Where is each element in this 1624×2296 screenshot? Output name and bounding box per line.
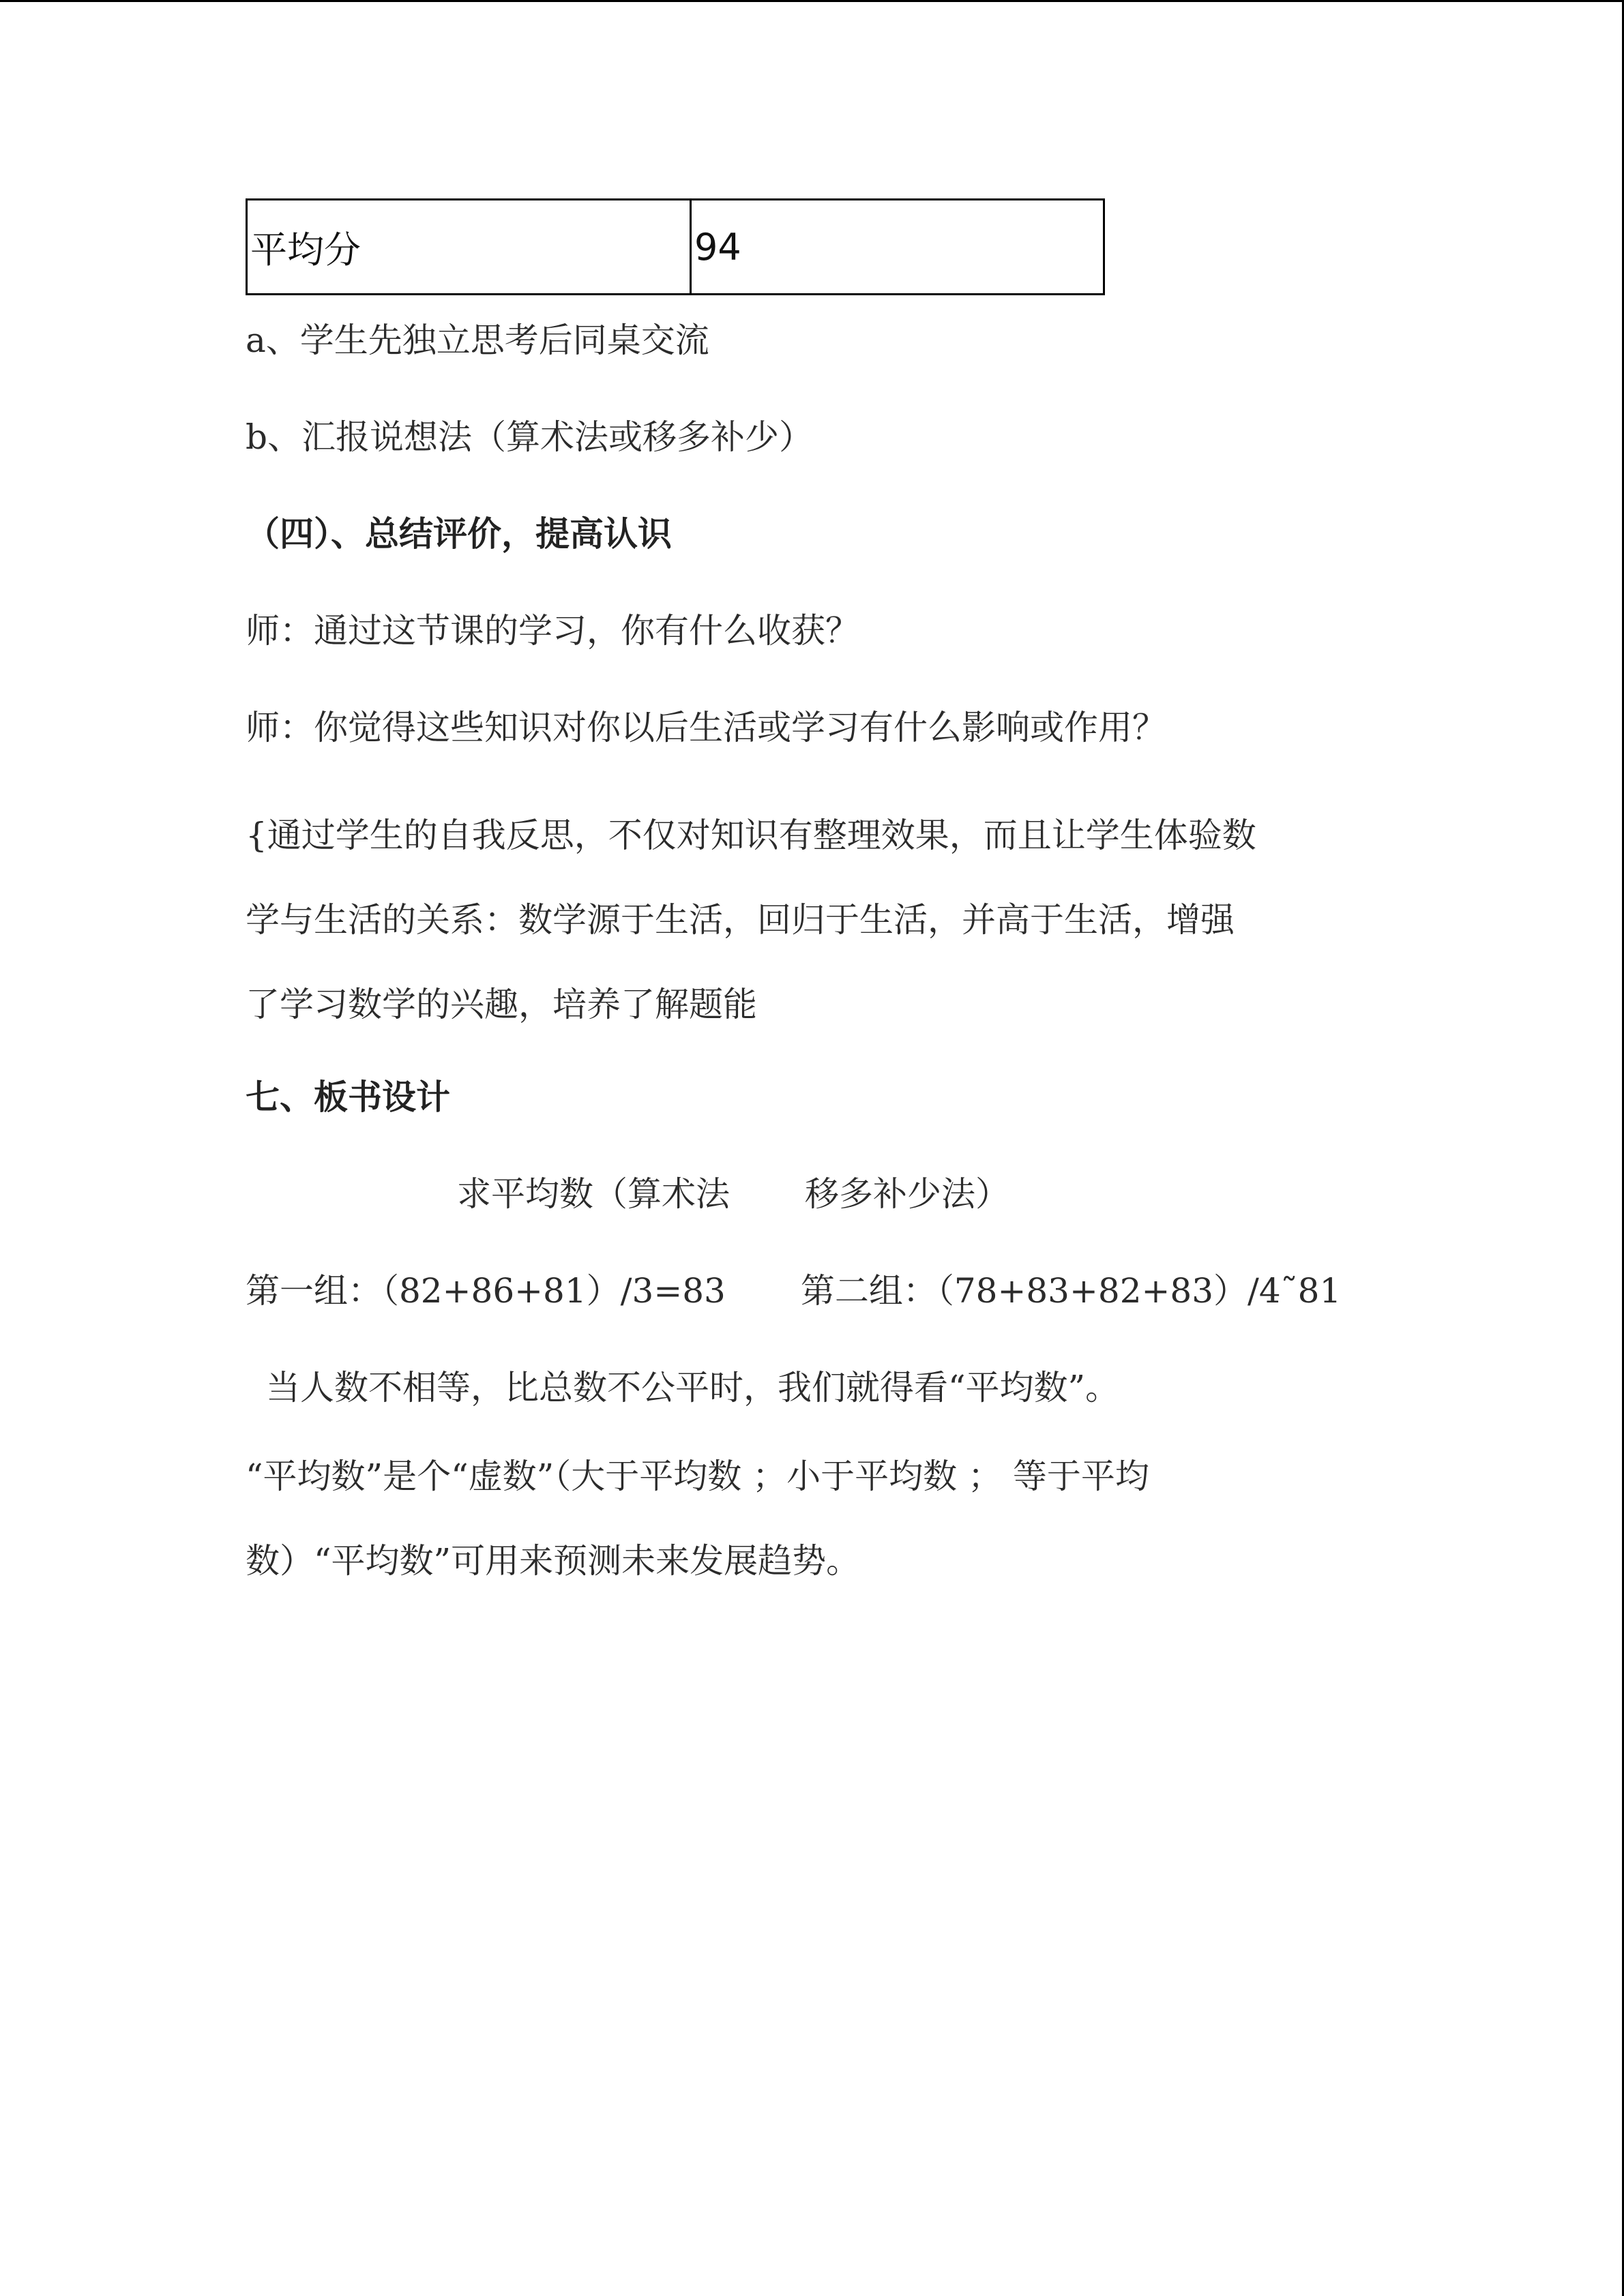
group-two-formula: 第二组：（78+83+82+83）/4˜81 [800,1271,1342,1311]
unequal-note: 当人数不相等，比总数不公平时，我们就得看“平均数”。 [266,1368,1120,1407]
virtual-line-1: “平均数”是个“虚数”（大于平均数 ；小于平均数 ； 等于平均 [246,1457,1149,1496]
reflection-paragraph [246,793,1405,1047]
board-title-left: 求平均数（算术法 [457,1174,730,1214]
section-seven-heading: 七、板书设计 [246,1077,450,1117]
document-content [246,198,1405,1603]
section-four-heading: （四）、总结评价，提高认识 [246,513,672,554]
reflection-line-3: 了学习数学的兴趣，培养了解题能 [246,985,757,1024]
teacher-question-1: 师：通过这节课的学习，你有什么收获？ [246,611,859,651]
board-title-right: 移多补少法） [805,1174,1009,1214]
virtual-line-2: 数）“平均数”可用来预测未来发展趋势。 [246,1541,861,1581]
virtual-number-paragraph [246,1434,1405,1603]
board-design-title [457,1167,1405,1216]
average-score-label: 平均分 [247,200,691,295]
step-a-text: a、学生先独立思考后同桌交流 [246,320,709,360]
teacher-question-2: 师：你觉得这些知识对你以后生活或学习有什么影响或作用？ [246,708,1166,747]
reflection-line-1: {通过学生的自我反思，不仅对知识有整理效果，而且让学生体验数 [246,816,1256,855]
step-b-text: b、汇报说想法（算术法或移多补少） [246,417,814,457]
reflection-line-2: 学与生活的关系：数学源于生活，回归于生活，并高于生活，增强 [246,900,1235,940]
group-formulas [246,1264,1405,1313]
average-score-table [246,198,1105,295]
table-row [247,200,1104,295]
average-score-value: 94 [691,200,1104,295]
group-one-formula: 第一组：（82+86+81）/3=83 [246,1271,726,1311]
